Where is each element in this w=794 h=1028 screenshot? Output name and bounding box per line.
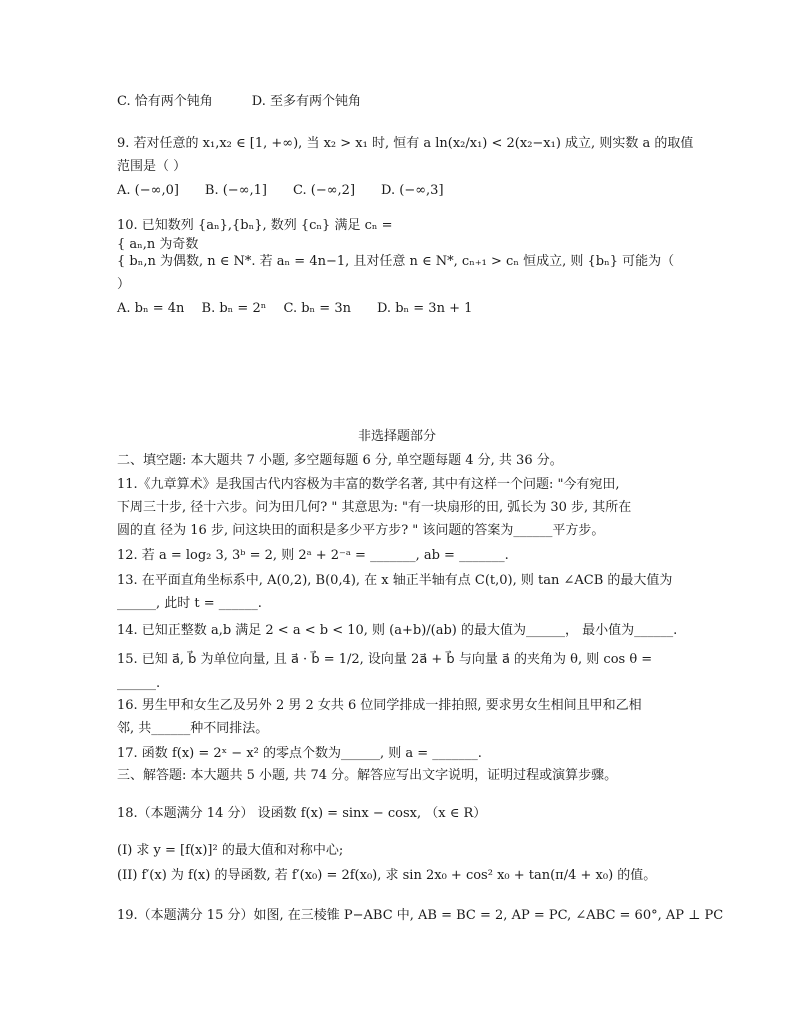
- q18-part-2: (II) f′(x) 为 f(x) 的导函数, 若 f′(x₀) = 2f(x₀), 求 sin 2x₀ + cos² x₀ + tan(π/4 + x₀) 的值。: [117, 868, 657, 883]
- q15-line-2: ______.: [117, 676, 161, 691]
- q13-line-1: 13. 在平面直角坐标系中, A(0,2), B(0,4), 在 x 轴正半轴有点 C(t,0), 则 tan ∠ACB 的最大值为: [117, 573, 673, 588]
- q8-options-cd: C. 恰有两个钝角 D. 至多有两个钝角: [117, 94, 361, 109]
- q11-line-1: 11.《九章算术》是我国古代内容极为丰富的数学名著, 其中有这样一个问题: "今有宛田,: [117, 477, 620, 492]
- q10-paren-close: ）: [117, 277, 131, 292]
- fill-blank-heading: 二、填空题: 本大题共 7 小题, 多空题每题 6 分, 单空题每题 4 分, 共 36 分。: [117, 453, 563, 468]
- q9-options: A. (−∞,0] B. (−∞,1] C. (−∞,2] D. (−∞,3]: [117, 183, 444, 198]
- q10-piecewise-odd: { aₙ,n 为奇数: [117, 237, 199, 252]
- section-title: 非选择题部分: [357, 429, 436, 444]
- q17: 17. 函数 f(x) = 2ˣ − x² 的零点个数为______, 则 a = _______.: [117, 746, 482, 761]
- q18-stem: 18.（本题满分 14 分） 设函数 f(x) = sinx − cosx, （x ∈ R）: [117, 806, 487, 821]
- q12: 12. 若 a = log₂ 3, 3ᵇ = 2, 则 2ᵃ + 2⁻ᵃ = _______, ab = _______.: [117, 548, 509, 563]
- q10-line-1: 10. 已知数列 {aₙ},{bₙ}, 数列 {cₙ} 满足 cₙ =: [117, 218, 393, 233]
- q15-line-1: 15. 已知 a⃗, b⃗ 为单位向量, 且 a⃗ · b⃗ = 1/2, 设向量 2a⃗ + b⃗ 与向量 a⃗ 的夹角为 θ, 则 cos θ =: [117, 652, 653, 667]
- q18-part-1: (I) 求 y = [f(x)]² 的最大值和对称中心;: [117, 843, 344, 858]
- q11-line-3: 圆的直 径为 16 步, 问这块田的面积是多少平方步? " 该问题的答案为______平方步。: [117, 523, 605, 538]
- q16-line-1: 16. 男生甲和女生乙及另外 2 男 2 女共 6 位同学排成一排拍照, 要求男女生相间且甲和乙相: [117, 698, 642, 713]
- answer-heading: 三、解答题: 本大题共 5 小题, 共 74 分。解答应写出文字说明，证明过程或演算步骤。: [117, 768, 618, 783]
- q10-options: A. bₙ = 4n B. bₙ = 2ⁿ C. bₙ = 3n D. bₙ = 3n + 1: [117, 301, 473, 316]
- q16-line-2: 邻, 共______种不同排法。: [117, 721, 269, 736]
- q11-line-2: 下周三十步, 径十六步。问为田几何? " 其意思为: "有一块扇形的田, 弧长为 30 步, 其所在: [117, 500, 632, 515]
- q13-line-2: ______, 此时 t = ______.: [117, 596, 262, 611]
- q19-stem: 19.（本题满分 15 分）如图, 在三棱锥 P−ABC 中, AB = BC = 2, AP = PC, ∠ABC = 60°, AP ⊥ PC: [117, 908, 724, 923]
- q9-line-2: 范围是（ ）: [117, 159, 187, 174]
- q9-line-1: 9. 若对任意的 x₁,x₂ ∈ [1, +∞), 当 x₂ > x₁ 时, 恒有 a ln(x₂/x₁) < 2(x₂−x₁) 成立, 则实数 a 的取值: [117, 136, 694, 151]
- q10-piecewise-even: { bₙ,n 为偶数, n ∈ N*. 若 aₙ = 4n−1, 且对任意 n ∈ N*, cₙ₊₁ > cₙ 恒成立, 则 {bₙ} 可能为（: [117, 254, 675, 269]
- q14: 14. 已知正整数 a,b 满足 2 < a < b < 10, 则 (a+b)/(ab) 的最大值为______， 最小值为______.: [117, 623, 678, 638]
